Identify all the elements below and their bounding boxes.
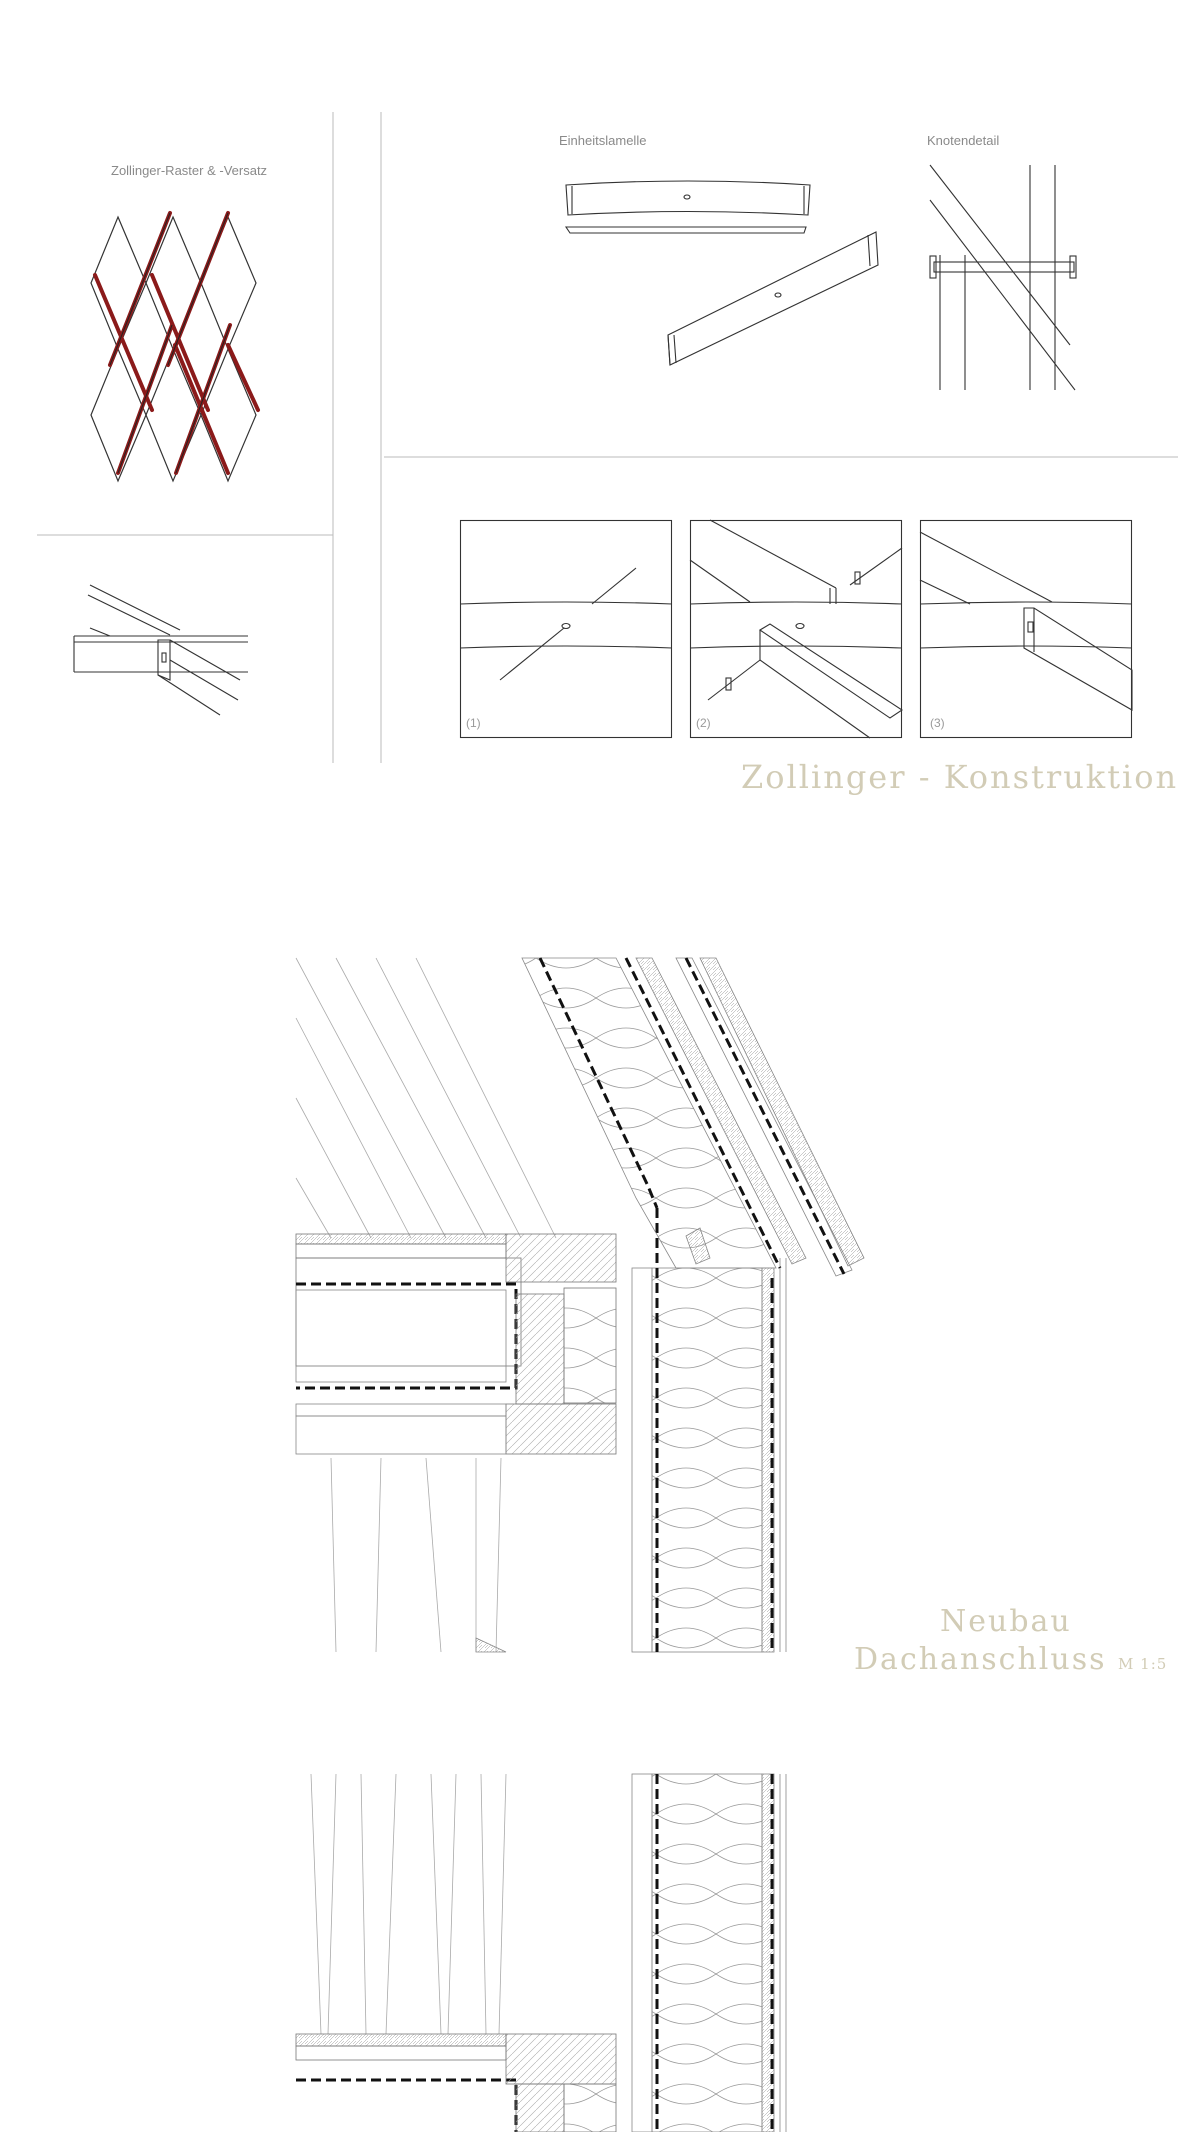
roof-title-line2 xyxy=(854,1642,1167,1677)
step-number-3: (3) xyxy=(930,716,945,730)
lamella-label: Einheitslamelle xyxy=(559,133,647,148)
roof-title-line1: Neubau xyxy=(940,1604,1072,1639)
roof-detail-drawing xyxy=(296,958,876,1652)
zollinger-grid-drawing xyxy=(80,205,280,485)
step-panel-2 xyxy=(690,520,902,738)
lamella-drawing xyxy=(560,175,890,375)
zollinger-title: Zollinger - Konstruktion xyxy=(741,758,1179,796)
step-number-2: (2) xyxy=(696,716,711,730)
grid-label: Zollinger-Raster & -Versatz xyxy=(111,163,268,178)
roof-title-main: Dachanschluss xyxy=(854,1642,1107,1677)
node-label: Knotendetail xyxy=(927,133,1000,148)
step-number-1: (1) xyxy=(466,716,481,730)
roof-scale: M 1:5 xyxy=(1118,1655,1168,1673)
step-panel-3 xyxy=(920,520,1132,738)
node-detail-drawing xyxy=(920,160,1090,400)
step-panel-1 xyxy=(460,520,672,738)
joint-sketch xyxy=(70,580,270,730)
lower-detail-drawing xyxy=(296,1774,876,2132)
